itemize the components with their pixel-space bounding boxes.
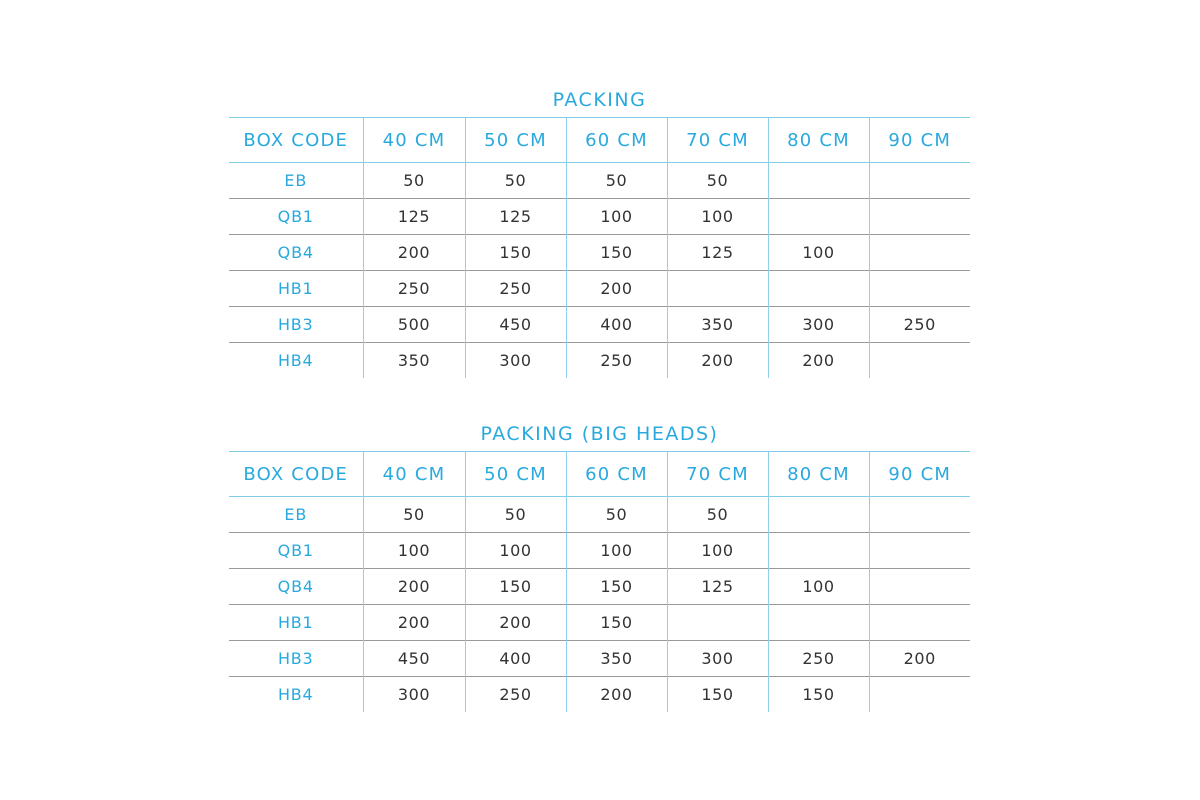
table-cell [768,163,869,199]
table-cell: 250 [869,307,970,343]
table-row [229,199,970,235]
table-cell: 250 [768,641,869,677]
header-row [229,452,970,497]
table-cell: 150 [566,605,667,641]
table-cell: 350 [363,343,465,379]
table-row [229,605,970,641]
table-cell: 300 [768,307,869,343]
table-row [229,677,970,713]
column-header: 40 CM [363,452,465,497]
column-header: 60 CM [566,118,667,163]
table-cell: 100 [363,533,465,569]
table-cell [869,569,970,605]
column-header: 50 CM [465,118,566,163]
table-cell: 200 [768,343,869,379]
table-cell: 50 [465,163,566,199]
table-cell: 150 [566,569,667,605]
table-cell [869,271,970,307]
table-cell: 200 [363,569,465,605]
table-cell: 50 [667,497,768,533]
table-cell: 250 [566,343,667,379]
packing-big-heads-table [229,451,970,712]
table-cell: 100 [566,199,667,235]
table-cell: 450 [465,307,566,343]
table-cell: 100 [768,569,869,605]
table-cell: 300 [363,677,465,713]
table-cell: 50 [363,497,465,533]
table-row [229,497,970,533]
table-cell: 200 [869,641,970,677]
table-cell: 100 [667,533,768,569]
header-row [229,118,970,163]
table-row [229,533,970,569]
table-title: PACKING [552,89,647,111]
table-cell: 50 [566,497,667,533]
table-cell [869,235,970,271]
table-cell: 200 [566,677,667,713]
box-code-cell: HB3 [277,649,314,668]
column-header: BOX CODE [243,129,349,151]
table-cell [869,533,970,569]
box-code-cell: EB [284,505,308,524]
table-cell [869,497,970,533]
column-header: 80 CM [768,118,869,163]
table-cell: 125 [363,199,465,235]
box-code-cell: QB4 [277,243,314,262]
column-header: 70 CM [667,118,768,163]
table-cell: 100 [566,533,667,569]
table-cell: 350 [566,641,667,677]
column-header: 60 CM [566,452,667,497]
table-cell [869,343,970,379]
table-cell: 50 [566,163,667,199]
table-cell: 200 [465,605,566,641]
table-row [229,307,970,343]
table-cell [667,271,768,307]
table-cell [869,199,970,235]
table-cell: 150 [566,235,667,271]
box-code-cell: HB4 [277,685,314,704]
box-code-cell: HB1 [277,279,314,298]
column-header: 90 CM [869,118,970,163]
box-code-cell: HB3 [277,315,314,334]
table-cell: 400 [566,307,667,343]
table-cell [869,605,970,641]
table-cell: 400 [465,641,566,677]
table-cell: 200 [363,235,465,271]
table-cell [869,163,970,199]
column-header: 80 CM [768,452,869,497]
table-cell: 125 [465,199,566,235]
table-cell: 500 [363,307,465,343]
box-code-cell: EB [284,171,308,190]
table-cell: 100 [465,533,566,569]
table-title: PACKING (BIG HEADS) [480,423,719,445]
box-code-cell: QB4 [277,577,314,596]
table-cell: 250 [465,677,566,713]
table-cell [869,677,970,713]
table-cell: 250 [465,271,566,307]
column-header: BOX CODE [243,463,349,485]
packing-big-heads-table-block [229,417,970,712]
table-cell: 50 [465,497,566,533]
table-cell: 150 [667,677,768,713]
column-header: 40 CM [363,118,465,163]
packing-table-block [229,83,970,378]
table-cell: 300 [667,641,768,677]
table-cell [768,199,869,235]
table-cell [768,271,869,307]
table-cell: 250 [363,271,465,307]
table-cell [768,605,869,641]
table-cell: 450 [363,641,465,677]
table-row [229,235,970,271]
table-row [229,343,970,379]
table-cell: 125 [667,235,768,271]
table-cell: 150 [465,569,566,605]
table-cell: 50 [667,163,768,199]
table-row [229,163,970,199]
box-code-cell: QB1 [277,207,314,226]
box-code-cell: HB4 [277,351,314,370]
box-code-cell: HB1 [277,613,314,632]
table-row [229,641,970,677]
table-cell: 150 [465,235,566,271]
table-cell: 150 [768,677,869,713]
table-cell: 300 [465,343,566,379]
table-cell [768,533,869,569]
table-cell: 100 [667,199,768,235]
table-cell: 350 [667,307,768,343]
box-code-cell: QB1 [277,541,314,560]
table-cell [768,497,869,533]
column-header: 70 CM [667,452,768,497]
column-header: 50 CM [465,452,566,497]
table-cell: 100 [768,235,869,271]
table-cell: 200 [566,271,667,307]
table-row [229,271,970,307]
table-cell: 50 [363,163,465,199]
column-header: 90 CM [869,452,970,497]
table-cell: 200 [667,343,768,379]
packing-table [229,117,970,378]
table-cell [667,605,768,641]
table-cell: 200 [363,605,465,641]
table-row [229,569,970,605]
table-cell: 125 [667,569,768,605]
